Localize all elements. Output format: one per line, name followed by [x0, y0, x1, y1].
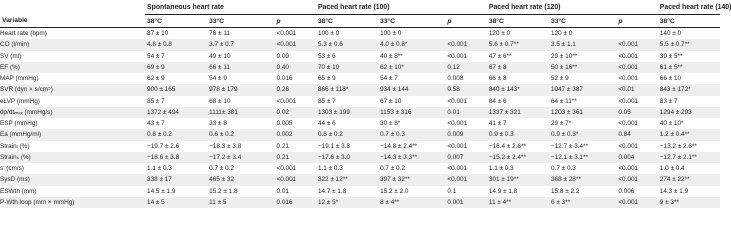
p-value-cell: 0.05 — [616, 107, 657, 118]
value-cell: −13.2 ± 2.6** — [659, 142, 697, 150]
value-cell: 900 ± 165 — [145, 84, 207, 95]
value-cell: 301 ± 19** — [487, 174, 549, 185]
variable-cell: Heart rate (bpm) — [0, 30, 47, 38]
p-value-cell: 0.21 — [274, 152, 315, 163]
p-value-cell: 0.84 — [616, 129, 657, 140]
p-value-header: p — [445, 15, 486, 28]
p-value-cell: 0.1 — [447, 187, 457, 195]
table-body — [0, 28, 720, 209]
p-value-cell: 0.005 — [276, 120, 293, 128]
value-cell: 40 ± 10* — [659, 120, 684, 128]
value-cell: 120 ± 0 — [551, 30, 573, 38]
value-cell: 65 ± 9 — [317, 75, 336, 83]
value-cell: 1372 ± 494 — [145, 107, 207, 118]
p-value-cell: 0.40 — [274, 62, 315, 73]
p-value-cell: <0.001 — [616, 197, 657, 208]
variable-column-header: Variable — [0, 15, 145, 28]
value-cell: 0.9 ± 0.3 — [487, 129, 549, 140]
value-cell: −19.1 ± 3.8 — [317, 142, 351, 150]
table-row — [0, 73, 720, 84]
value-cell: 66 ± 10 — [659, 75, 682, 83]
value-cell: 29 ± 10** — [551, 52, 578, 60]
group-header-paced-140: Paced heart rate (140) — [658, 0, 720, 15]
value-cell: 3.7 ± 0.7 — [207, 39, 274, 50]
variable-cell: ESP (mmHg) — [0, 120, 38, 128]
p-value-cell: 0.002 — [274, 129, 315, 140]
value-cell: 120 ± 0 — [488, 30, 511, 38]
table-row — [0, 186, 720, 197]
p-value-cell: 0.12 — [445, 62, 486, 73]
value-cell: −17.6 ± 3.0 — [316, 152, 378, 163]
value-cell: 41 ± 7 — [488, 120, 507, 128]
p-value-cell: <0.001 — [274, 39, 315, 50]
variable-cell: MAP (mmHg) — [0, 75, 39, 83]
value-cell: 1294 ± 293 — [658, 107, 720, 118]
table-row — [0, 197, 720, 208]
p-value-cell — [616, 28, 657, 40]
p-value-cell: 0.009 — [445, 129, 486, 140]
value-cell: 62 ± 10* — [378, 62, 445, 73]
value-cell: 1047 ± 387 — [549, 84, 616, 95]
value-cell: 54 ± 7 — [380, 75, 398, 83]
table-row — [0, 118, 720, 129]
value-cell: 11 ± 4** — [487, 197, 549, 208]
value-cell: −15.2 ± 2.4** — [487, 152, 549, 163]
variable-cell: SVR (dyn × s/cm⁵) — [0, 84, 145, 95]
value-cell: −14.8 ± 2.4** — [380, 142, 418, 150]
p-value-cell: 0.58 — [445, 84, 486, 95]
variable-cell: CO (l/min) — [0, 39, 145, 50]
value-cell: 85 ± 7 — [147, 97, 165, 105]
group-header-paced-120: Paced heart rate (120) — [487, 0, 658, 15]
value-cell: −19.7 ± 2.6 — [147, 142, 180, 150]
value-cell: 934 ± 144 — [378, 84, 445, 95]
variable-cell: Strainₗ (%) — [0, 143, 30, 151]
value-cell: 8 ± 4** — [378, 197, 445, 208]
p-value-header: p — [616, 15, 657, 28]
p-value-cell: <0.001 — [618, 142, 639, 150]
table-row — [0, 174, 720, 185]
temp-38-header: 38°C — [487, 15, 549, 28]
p-value-cell: <0.001 — [447, 120, 468, 128]
value-cell: 49 ± 10 — [209, 52, 231, 60]
p-value-cell: <0.001 — [276, 97, 297, 105]
value-cell: −12.7 ± 2.1** — [658, 152, 720, 163]
value-cell: 14.5 ± 1.9 — [147, 187, 176, 195]
p-value-cell: <0.001 — [276, 30, 297, 38]
table-row — [0, 28, 720, 40]
variable-cell: ESWth (mm) — [0, 187, 37, 195]
p-value-cell: <0.001 — [445, 39, 486, 50]
value-cell: 140 ± 0 — [659, 30, 682, 38]
value-cell: 0.7 ± 0.3 — [551, 165, 576, 173]
value-cell: −16.4 ± 2.6** — [488, 142, 526, 150]
value-cell: 0.9 ± 0.3* — [549, 129, 616, 140]
value-cell: 3.5 ± 1.1 — [549, 39, 616, 50]
value-cell: 68 ± 10 — [209, 97, 231, 105]
value-cell: 54 ± 9 — [209, 75, 227, 83]
p-value-cell: 0.01 — [276, 187, 289, 195]
value-cell: 4.8 ± 0.8 — [145, 39, 207, 50]
value-cell: 44 ± 6 — [317, 120, 336, 128]
value-cell: 67 ± 10 — [380, 97, 402, 105]
variable-cell: EF (%) — [0, 62, 145, 73]
value-cell: 29 ± 7* — [551, 120, 572, 128]
value-cell: −18.3 ± 3.8 — [209, 142, 242, 150]
value-cell: 866 ± 118* — [316, 84, 378, 95]
value-cell: 11 ± 5 — [207, 197, 274, 208]
p-value-cell: <0.01 — [616, 84, 657, 95]
table-row — [0, 39, 720, 50]
value-cell: 274 ± 22** — [658, 174, 720, 185]
table-row — [0, 107, 720, 118]
value-cell: 66 ± 11 — [207, 62, 274, 73]
value-cell: 0.7 ± 0.2 — [380, 165, 405, 173]
value-cell: 322 ± 12** — [316, 174, 378, 185]
table-row — [0, 163, 720, 174]
value-cell: 6 ± 3** — [549, 197, 616, 208]
variable-cell: Ea (mmHg/ml) — [0, 129, 145, 140]
p-value-cell — [445, 28, 486, 40]
variable-cell: dp/dtₘₐₓ (mmHg/s) — [0, 107, 145, 118]
value-cell: 5.6 ± 0.7** — [487, 39, 549, 50]
p-value-cell: 0.016 — [274, 197, 315, 208]
value-cell: 14.9 ± 1.8 — [488, 187, 518, 195]
value-cell: 1337 ± 321 — [487, 107, 549, 118]
p-value-cell: 0.008 — [447, 75, 464, 83]
p-value-cell: <0.001 — [618, 165, 639, 173]
value-cell: −17.2 ± 3.4 — [207, 152, 274, 163]
temp-38-header: 38°C — [316, 15, 378, 28]
p-value-cell: <0.001 — [445, 174, 486, 185]
value-cell: 61 ± 5** — [658, 62, 720, 73]
p-value-cell: <0.001 — [274, 174, 315, 185]
p-value-cell: <0.001 — [618, 75, 639, 83]
variable-cell: s' (cm/s) — [0, 165, 24, 173]
value-cell: 30 ± 8* — [380, 120, 401, 128]
temp-33-header: 33°C — [207, 15, 274, 28]
p-value-cell: 0.02 — [274, 107, 315, 118]
value-cell: 1303 ± 199 — [316, 107, 378, 118]
value-cell: 33 ± 8 — [209, 120, 227, 128]
value-cell: 1203 ± 361 — [549, 107, 616, 118]
value-cell: 465 ± 32 — [207, 174, 274, 185]
value-cell: 5.5 ± 0.7** — [658, 39, 720, 50]
p-value-cell: 0.01 — [445, 107, 486, 118]
p-value-cell: <0.001 — [276, 165, 297, 173]
value-cell: 12 ± 5* — [316, 197, 378, 208]
p-value-cell: <0.001 — [447, 97, 468, 105]
variable-cell: SysD (ms) — [0, 174, 145, 185]
value-cell: 1.1 ± 0.3 — [488, 165, 514, 173]
value-cell: −12.7 ± 3.4** — [551, 142, 589, 150]
value-cell: 54 ± 7 — [147, 52, 165, 60]
value-cell: −12.1 ± 3.1** — [549, 152, 616, 163]
value-cell: 83 ± 7 — [659, 97, 678, 105]
p-value-header: p — [274, 15, 315, 28]
variable-header — [0, 0, 145, 15]
value-cell: 9 ± 3** — [658, 197, 720, 208]
value-cell: 70 ± 10 — [316, 62, 378, 73]
value-cell: −14.3 ± 3.3** — [378, 152, 445, 163]
p-value-cell: <0.001 — [616, 62, 657, 73]
group-header-row — [0, 0, 720, 15]
value-cell: 0.7 ± 0.3 — [378, 129, 445, 140]
value-cell: 1.2 ± 0.4** — [658, 129, 720, 140]
table-row — [0, 152, 720, 163]
p-value-cell: <0.001 — [447, 142, 468, 150]
variable-cell: Strainₛ (%) — [0, 152, 145, 163]
value-cell: 64 ± 11** — [551, 97, 577, 105]
p-value-cell: 0.016 — [276, 75, 293, 83]
value-cell: 85 ± 7 — [317, 97, 336, 105]
value-cell: 87 ± 10 — [147, 30, 169, 38]
value-cell: 50 ± 16** — [549, 62, 616, 73]
subheader-row — [0, 15, 720, 28]
value-cell: 100 ± 0 — [317, 30, 340, 38]
p-value-cell: <0.001 — [616, 174, 657, 185]
value-cell: −18.6 ± 3.8 — [145, 152, 207, 163]
value-cell: 338 ± 17 — [145, 174, 207, 185]
p-value-cell: 0.004 — [616, 152, 657, 163]
value-cell: 53 ± 6 — [317, 52, 336, 60]
table-row — [0, 96, 720, 107]
value-cell: 39 ± 5** — [659, 52, 683, 60]
p-value-cell: <0.001 — [447, 165, 468, 173]
p-value-cell: <0.001 — [447, 52, 468, 60]
p-value-cell: 0.21 — [276, 142, 289, 150]
value-cell: 1153 ± 316 — [378, 107, 445, 118]
value-cell: 76 ± 11 — [209, 30, 230, 38]
temp-33-header: 33°C — [549, 15, 616, 28]
value-cell: 66 ± 8 — [488, 75, 507, 83]
table-row — [0, 129, 720, 140]
value-cell: 1.1 ± 0.3 — [147, 165, 172, 173]
value-cell: 0.8 ± 0.2 — [145, 129, 207, 140]
value-cell: 15.2 ± 2.0 — [380, 187, 409, 195]
value-cell: 14.3 ± 1.9 — [659, 187, 689, 195]
p-value-cell: 0.006 — [618, 187, 635, 195]
value-cell: 397 ± 32** — [378, 174, 445, 185]
p-value-cell: 0.26 — [274, 84, 315, 95]
value-cell: 5.3 ± 0.6 — [316, 39, 378, 50]
value-cell: 1111± 381 — [207, 107, 274, 118]
temp-38-header: 38°C — [658, 15, 720, 28]
value-cell: 0.6 ± 0.2 — [207, 129, 274, 140]
value-cell: 0.7 ± 0.2 — [209, 165, 234, 173]
p-value-cell: <0.001 — [618, 120, 639, 128]
value-cell: 14.7 ± 1.8 — [317, 187, 347, 195]
value-cell: 43 ± 7 — [147, 120, 165, 128]
group-header-spontaneous: Spontaneous heart rate — [145, 0, 316, 15]
value-cell: 40 ± 8** — [380, 52, 403, 60]
variable-cell: eLVP (mmHg) — [0, 97, 40, 105]
p-value-cell: <0.001 — [618, 97, 639, 105]
p-value-cell: 0.09 — [276, 52, 289, 60]
value-cell: 100 ± 0 — [380, 30, 402, 38]
variable-cell: P-Wth loop (mm × mmHg) — [0, 197, 145, 208]
p-value-cell: <0.001 — [618, 52, 639, 60]
value-cell: 47 ± 6** — [488, 52, 512, 60]
p-value-cell: 0.001 — [445, 197, 486, 208]
temp-38-header: 38°C — [145, 15, 207, 28]
value-cell: 14 ± 5 — [145, 197, 207, 208]
table-row — [0, 84, 720, 95]
p-value-cell: <0.001 — [616, 39, 657, 50]
temp-33-header: 33°C — [378, 15, 445, 28]
value-cell: 4.0 ± 0.8* — [378, 39, 445, 50]
value-cell: 368 ± 28** — [549, 174, 616, 185]
value-cell: 15.8 ± 2.2 — [551, 187, 580, 195]
value-cell: 67 ± 8 — [487, 62, 549, 73]
table-row — [0, 141, 720, 152]
value-cell: 843 ± 172* — [658, 84, 720, 95]
table-row — [0, 51, 720, 62]
value-cell: 840 ± 143* — [487, 84, 549, 95]
group-header-paced-100: Paced heart rate (100) — [316, 0, 487, 15]
table-row — [0, 62, 720, 73]
value-cell: 15.2 ± 1.8 — [209, 187, 238, 195]
value-cell: 62 ± 9 — [147, 75, 165, 83]
value-cell: 84 ± 6 — [488, 97, 507, 105]
value-cell: 978 ± 179 — [207, 84, 274, 95]
p-value-cell: 0.007 — [445, 152, 486, 163]
value-cell: 69 ± 9 — [145, 62, 207, 73]
value-cell: 1.1 ± 0.3 — [317, 165, 343, 173]
variable-cell: SV (ml) — [0, 52, 22, 60]
value-cell: 1.0 ± 0.4 — [659, 165, 685, 173]
value-cell: 0.8 ± 0.2 — [316, 129, 378, 140]
value-cell: 52 ± 9 — [551, 75, 569, 83]
